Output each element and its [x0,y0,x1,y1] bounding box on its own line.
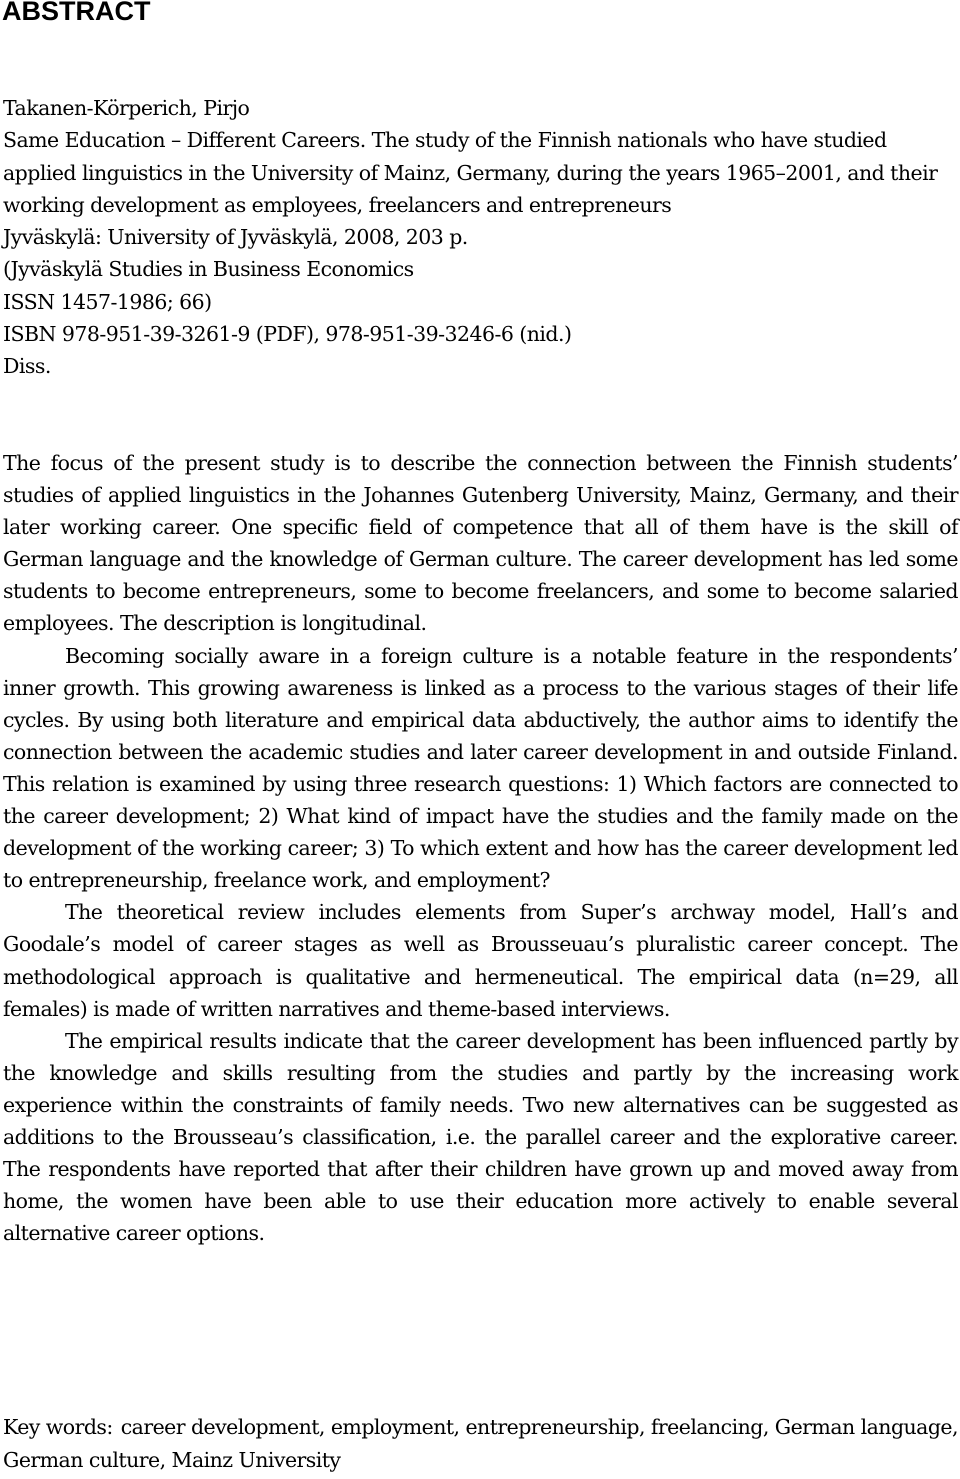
abstract-paragraph-3: The theoretical review includes elements from Super’s archway model, Hall’s and Goodale’s model of career stages as well as Brousseuau’s pluralistic career concept. The methodological approach is qualitative and hermeneutical. The empirical data (n=29, all females) is made of written narratives and theme-based interviews. [3,900,958,1021]
abstract-paragraph-4: The empirical results indicate that the career development has been influenced partly by the knowledge and skills resulting from the studies and partly by the increasing work experience within the constraints of family needs. Two new alternatives can be suggested as additions to the Brousseau’s classification, i.e. the parallel career and the explorative career. The respondents have reported that after their children have grown up and moved away from home, the women have been able to use their education more actively to enable several alternative career options. [3,1028,958,1246]
issn-info: ISSN 1457-1986; 66) [3,289,212,314]
isbn-info: ISBN 978-951-39-3261-9 (PDF), 978-951-39-3246-6 (nid.) [3,322,572,347]
series-info: (Jyväskylä Studies in Business Economics [3,257,414,282]
abstract-heading: ABSTRACT [2,0,151,26]
keywords-section [3,1411,958,1477]
abstract-paragraph-1: The focus of the present study is to describe the connection between the Finnish students’ studies of applied linguistics in the Johannes Gutenberg University, Mainz, Germany, and their later working career. One specific field of competence that all of them have is the skill of German language and the knowledge of German culture. The career development has led some students to become entrepreneurs, some to become freelancers, and some to become salaried employees. The description is longitudinal. [3,451,958,636]
document-type: Diss. [3,354,51,379]
publisher-info: Jyväskylä: University of Jyväskylä, 2008, 203 p. [3,225,468,250]
bibliographic-info [3,92,958,383]
abstract-paragraph-2: Becoming socially aware in a foreign culture is a notable feature in the respondents’ inner growth. This growing awareness is linked as a process to the various stages of their life cycles. By using both literature and empirical data abductively, the author aims to identify the connection between the academic studies and later career development in and outside Finland. This relation is examined by using three research questions: 1) Which factors are connected to the career development; 2) What kind of impact have the studies and the family made on the development of the working career; 3) To which extent and how has the career development led to entrepreneurship, freelance work, and employment? [3,643,958,893]
abstract-body [3,447,958,1249]
thesis-title: Same Education – Different Careers. The study of the Finnish nationals who have studied applied linguistics in the University of Mainz, Germany, during the years 1965–2001, and their working development as employees, freelancers and entrepreneurs [3,128,938,217]
author-name: Takanen-Körperich, Pirjo [3,96,250,120]
keywords-label: Key words: [3,1415,113,1439]
keywords-text: career development, employment, entrepreneurship, freelancing, German language, German culture, Mainz University [3,1415,958,1472]
